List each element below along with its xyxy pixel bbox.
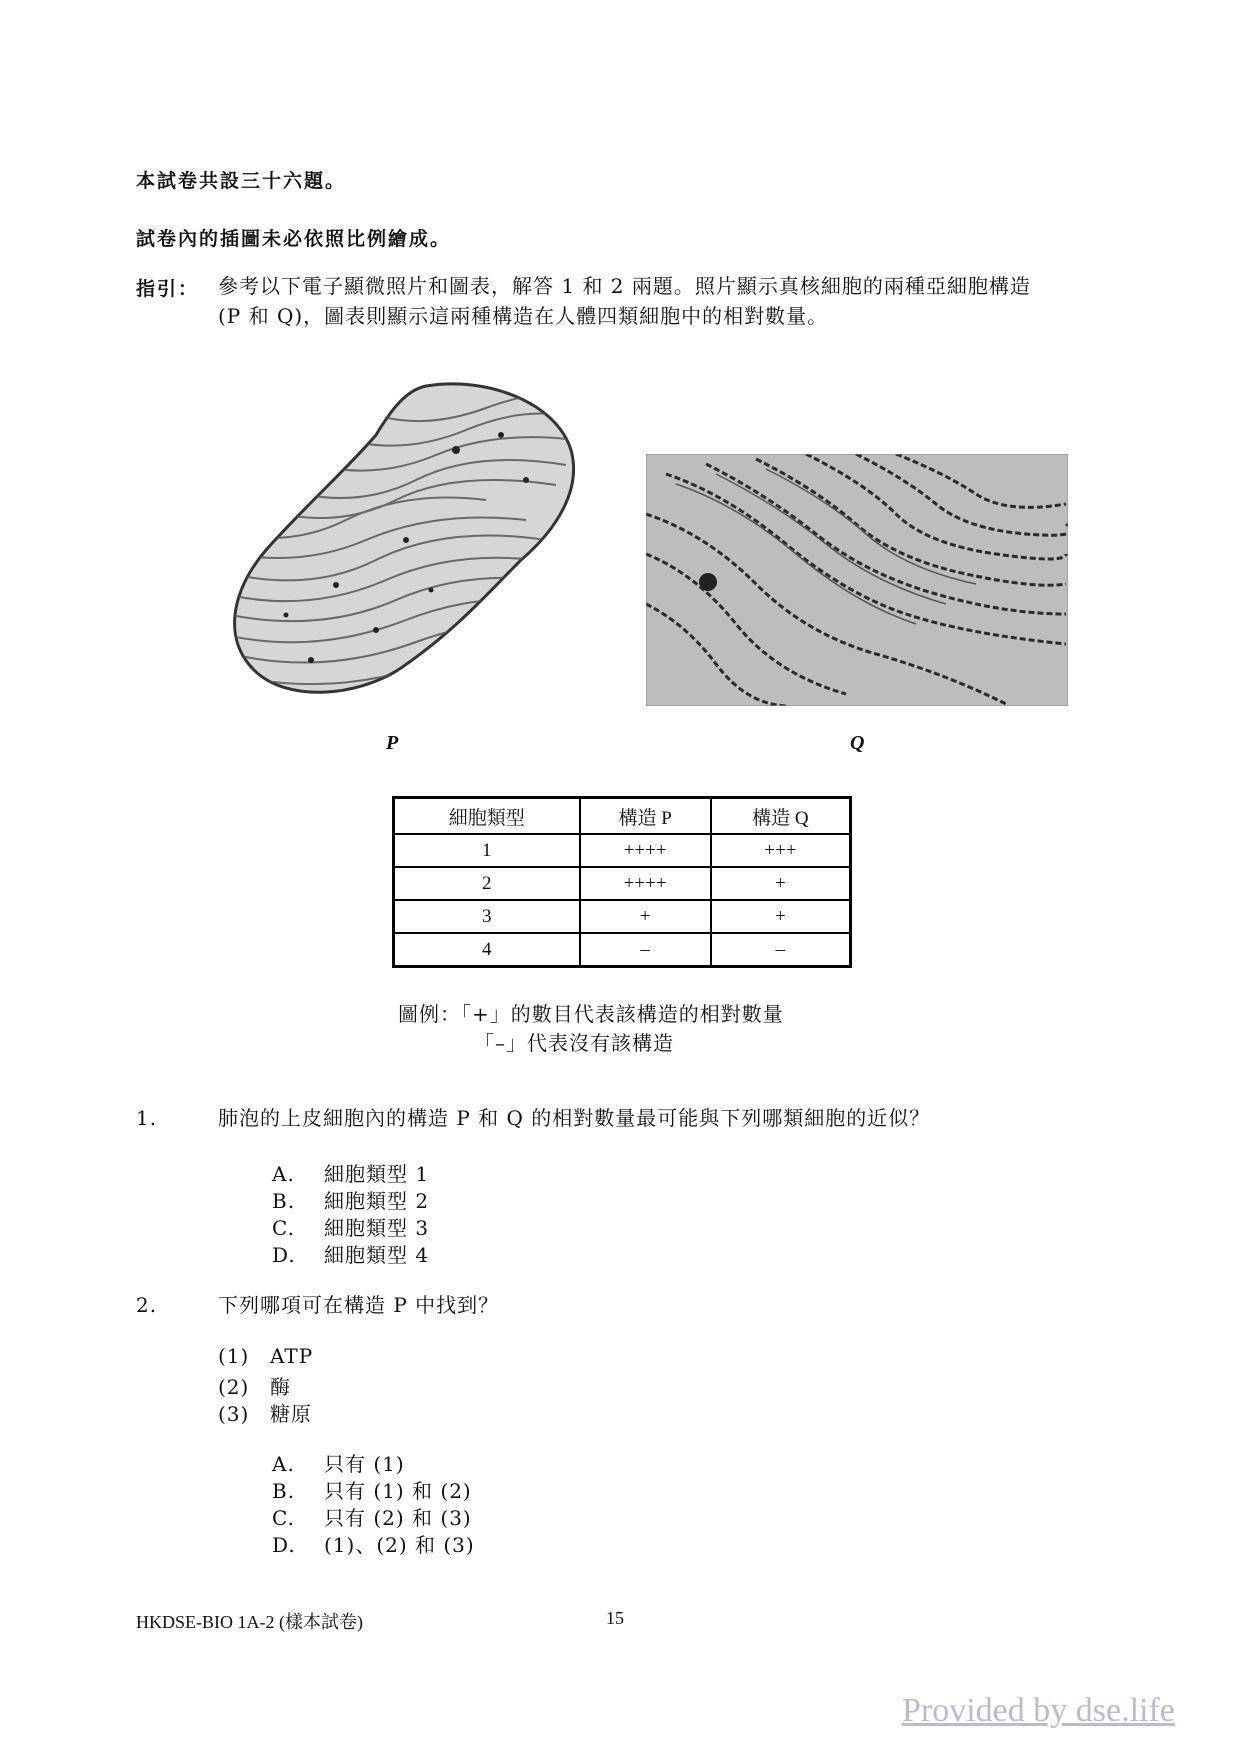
table-cell: + — [711, 900, 851, 933]
option-key: A. — [272, 1452, 295, 1476]
option-key: C. — [272, 1216, 295, 1240]
table-cell: – — [580, 933, 711, 967]
legend-line-2: 「–」代表沒有該構造 — [474, 1031, 674, 1055]
header-structure-p: 構造 P — [580, 798, 711, 835]
paper-question-count: 本試卷共設三十六題。 — [136, 170, 347, 192]
question-2-items — [218, 1344, 313, 1425]
option-key: A. — [272, 1162, 295, 1186]
option-key: D. — [272, 1243, 296, 1267]
header-cell-type: 細胞類型 — [394, 798, 580, 835]
option-text: 細胞類型 4 — [324, 1243, 430, 1267]
statement-1 — [218, 1344, 313, 1371]
structure-count-table — [392, 796, 852, 968]
table-cell: + — [580, 900, 711, 933]
figure-p-label: P — [386, 732, 399, 754]
paper-scale-note: 試卷內的插圖未必依照比例繪成。 — [136, 228, 452, 250]
option-key: B. — [272, 1479, 296, 1503]
page-number: 15 — [606, 1608, 624, 1628]
statement-2 — [218, 1371, 313, 1398]
option-key: B. — [272, 1189, 296, 1213]
header-structure-q: 構造 Q — [711, 798, 851, 835]
table-cell: – — [711, 933, 851, 967]
option-b — [272, 1185, 429, 1212]
directions-label: 指引： — [136, 278, 200, 300]
question-2-number: 2. — [136, 1293, 158, 1317]
option-key: D. — [272, 1533, 296, 1557]
table-cell: + — [711, 867, 851, 900]
question-2-options — [272, 1448, 475, 1556]
question-1-number: 1. — [136, 1106, 158, 1130]
option-text: (1)、(2) 和 (3) — [324, 1533, 475, 1557]
table-row — [394, 834, 851, 867]
option-c — [272, 1502, 475, 1529]
option-text: 只有 (1) — [324, 1452, 405, 1476]
directions-line-2: (P 和 Q)，圖表則顯示這兩種構造在人體四類細胞中的相對數量。 — [218, 304, 829, 328]
table-cell: 2 — [394, 867, 580, 900]
option-a — [272, 1158, 429, 1185]
option-text: 只有 (1) 和 (2) — [324, 1479, 472, 1503]
table-cell: +++ — [711, 834, 851, 867]
footer-paper-code: HKDSE-BIO 1A-2 (樣本試卷) — [136, 1612, 363, 1632]
statement-text: ATP — [270, 1344, 314, 1368]
micrograph-q — [646, 454, 1068, 706]
option-d — [272, 1529, 475, 1556]
statement-3 — [218, 1398, 313, 1425]
directions-line-1: 參考以下電子顯微照片和圖表，解答 1 和 2 兩題。照片顯示真核細胞的兩種亞細胞構造 — [218, 274, 1031, 298]
option-d — [272, 1239, 429, 1266]
table-row — [394, 933, 851, 967]
statement-key: (2) — [218, 1375, 250, 1399]
table-cell: ++++ — [580, 867, 711, 900]
statement-key: (3) — [218, 1402, 250, 1426]
question-1-options — [272, 1158, 429, 1266]
statement-text: 糖原 — [270, 1402, 312, 1426]
option-c — [272, 1212, 429, 1239]
option-a — [272, 1448, 475, 1475]
question-1-text: 肺泡的上皮細胞內的構造 P 和 Q 的相對數量最可能與下列哪類細胞的近似？ — [218, 1106, 931, 1130]
option-key: C. — [272, 1506, 295, 1530]
table-row — [394, 867, 851, 900]
table-header-row — [394, 798, 851, 835]
table-cell: ++++ — [580, 834, 711, 867]
table-row — [394, 900, 851, 933]
option-b — [272, 1475, 475, 1502]
micrograph-p — [226, 380, 582, 702]
watermark-link[interactable]: Provided by dse.life — [902, 1692, 1175, 1729]
option-text: 細胞類型 1 — [324, 1162, 430, 1186]
figure-q-label: Q — [850, 732, 865, 754]
option-text: 細胞類型 2 — [324, 1189, 430, 1213]
option-text: 只有 (2) 和 (3) — [324, 1506, 472, 1530]
table-cell: 3 — [394, 900, 580, 933]
legend-line-1: 圖例：「+」的數目代表該構造的相對數量 — [398, 1002, 784, 1026]
table-cell: 1 — [394, 834, 580, 867]
statement-key: (1) — [218, 1344, 250, 1368]
question-2-text: 下列哪項可在構造 P 中找到？ — [218, 1293, 500, 1317]
table-cell: 4 — [394, 933, 580, 967]
statement-text: 酶 — [270, 1375, 291, 1399]
option-text: 細胞類型 3 — [324, 1216, 430, 1240]
